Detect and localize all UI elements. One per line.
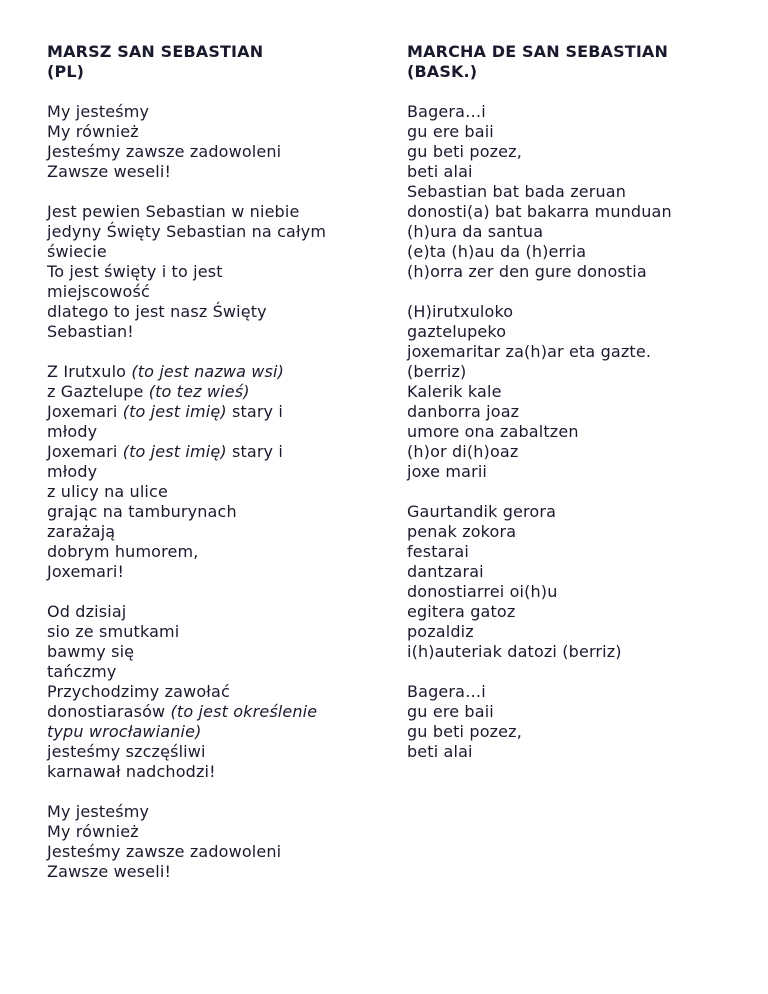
lyric-line: Sebastian! — [47, 322, 134, 341]
lyric-line: gu ere baii — [407, 702, 494, 721]
lyric-line: Bagera…i — [407, 682, 486, 701]
lyric-text: Z Irutxulo — [47, 362, 132, 381]
lyric-line: beti alai — [407, 162, 473, 181]
lyric-line: donosti(a) bat bakarra munduan — [407, 202, 672, 221]
lyric-text: stary i — [226, 402, 284, 421]
lyric-line: Gaurtandik gerora — [407, 502, 557, 521]
lyric-line: (berriz) — [407, 362, 467, 381]
lyric-line: jedyny Święty Sebastian na całym — [47, 222, 327, 241]
lyric-line — [47, 362, 377, 382]
lyric-line: Od dzisiaj — [47, 602, 127, 621]
lyric-line: karnawał nadchodzi! — [47, 762, 216, 781]
lyric-line — [47, 402, 377, 422]
stanza-4 — [47, 602, 377, 782]
lyric-line: gu ere baii — [407, 122, 494, 141]
lyric-line: gu beti pozez, — [407, 722, 522, 741]
lyric-line: egitera gatoz — [407, 602, 516, 621]
stanza-1 — [47, 102, 377, 182]
lyric-text: stary i — [226, 442, 284, 461]
lyric-line: jesteśmy szczęśliwi — [47, 742, 206, 761]
lyric-line: Zawsze weseli! — [47, 162, 172, 181]
title-line: (PL) — [47, 62, 85, 81]
lyric-line: gu beti pozez, — [407, 142, 522, 161]
lyric-line: (H)irutxuloko — [407, 302, 514, 321]
lyric-line: festarai — [407, 542, 469, 561]
stanza-2 — [47, 202, 377, 342]
lyric-text: Joxemari — [47, 402, 123, 421]
lyric-line: My jesteśmy — [47, 802, 150, 821]
lyric-line: młody — [47, 462, 98, 481]
lyric-line: danborra joaz — [407, 402, 520, 421]
lyric-text: Joxemari — [47, 442, 123, 461]
polish-title — [47, 42, 377, 82]
title-line: MARCHA DE SAN SEBASTIAN — [407, 42, 669, 61]
lyric-line: młody — [47, 422, 98, 441]
lyric-line: (e)ta (h)au da (h)erria — [407, 242, 587, 261]
lyric-line: gaztelupeko — [407, 322, 507, 341]
lyric-line: zarażają — [47, 522, 116, 541]
lyric-line: Sebastian bat bada zeruan — [407, 182, 627, 201]
lyric-line: z ulicy na ulice — [47, 482, 168, 501]
lyric-line: Bagera…i — [407, 102, 486, 121]
lyric-line: grając na tamburynach — [47, 502, 237, 521]
lyric-line: My również — [47, 122, 139, 141]
lyric-line: umore ona zabaltzen — [407, 422, 579, 441]
lyric-line: Joxemari! — [47, 562, 125, 581]
lyric-line: Jesteśmy zawsze zadowoleni — [47, 842, 282, 861]
stanza-2 — [407, 302, 737, 482]
lyric-line: tańczmy — [47, 662, 117, 681]
lyric-line: Jesteśmy zawsze zadowoleni — [47, 142, 282, 161]
lyric-line: To jest święty i to jest — [47, 262, 223, 281]
lyric-line: pozaldiz — [407, 622, 474, 641]
lyric-line: Kalerik kale — [407, 382, 502, 401]
lyric-line: Zawsze weseli! — [47, 862, 172, 881]
stanza-5 — [47, 802, 377, 882]
lyric-line: dobrym humorem, — [47, 542, 199, 561]
basque-column — [407, 42, 737, 782]
lyric-line: świecie — [47, 242, 107, 261]
lyric-text: donostiarasów — [47, 702, 171, 721]
lyric-line — [47, 702, 377, 722]
lyric-line: (h)ura da santua — [407, 222, 544, 241]
stanza-4 — [407, 682, 737, 762]
lyric-line: i(h)auteriak datozi (berriz) — [407, 642, 622, 661]
title-line: (BASK.) — [407, 62, 478, 81]
lyric-line: (h)or di(h)oaz — [407, 442, 519, 461]
lyric-line: Jest pewien Sebastian w niebie — [47, 202, 300, 221]
polish-column — [47, 42, 377, 902]
lyric-line: sio ze smutkami — [47, 622, 180, 641]
basque-title — [407, 42, 737, 82]
translator-note: typu wrocławianie) — [47, 722, 202, 741]
lyric-text: z Gaztelupe — [47, 382, 149, 401]
lyric-line: joxemaritar za(h)ar eta gazte. — [407, 342, 652, 361]
lyric-line: My jesteśmy — [47, 102, 150, 121]
stanza-3 — [47, 362, 377, 582]
translator-note: (to jest nazwa wsi) — [131, 362, 284, 381]
lyric-line: penak zokora — [407, 522, 517, 541]
translator-note: (to tez wieś) — [148, 382, 250, 401]
lyric-line — [47, 382, 377, 402]
lyric-line: dlatego to jest nasz Święty — [47, 302, 267, 321]
stanza-3 — [407, 502, 737, 662]
lyric-line: bawmy się — [47, 642, 135, 661]
stanza-1 — [407, 102, 737, 282]
title-line: MARSZ SAN SEBASTIAN — [47, 42, 264, 61]
lyric-line: (h)orra zer den gure donostia — [407, 262, 647, 281]
lyric-line: joxe marii — [407, 462, 488, 481]
translator-note: (to jest imię) — [122, 442, 227, 461]
lyric-line: beti alai — [407, 742, 473, 761]
lyric-line: My również — [47, 822, 139, 841]
translator-note: (to jest imię) — [122, 402, 227, 421]
translator-note: (to jest określenie — [170, 702, 318, 721]
lyric-line: donostiarrei oi(h)u — [407, 582, 558, 601]
lyric-line: Przychodzimy zawołać — [47, 682, 230, 701]
lyric-line — [47, 442, 377, 462]
lyric-line: dantzarai — [407, 562, 484, 581]
lyric-line: miejscowość — [47, 282, 150, 301]
